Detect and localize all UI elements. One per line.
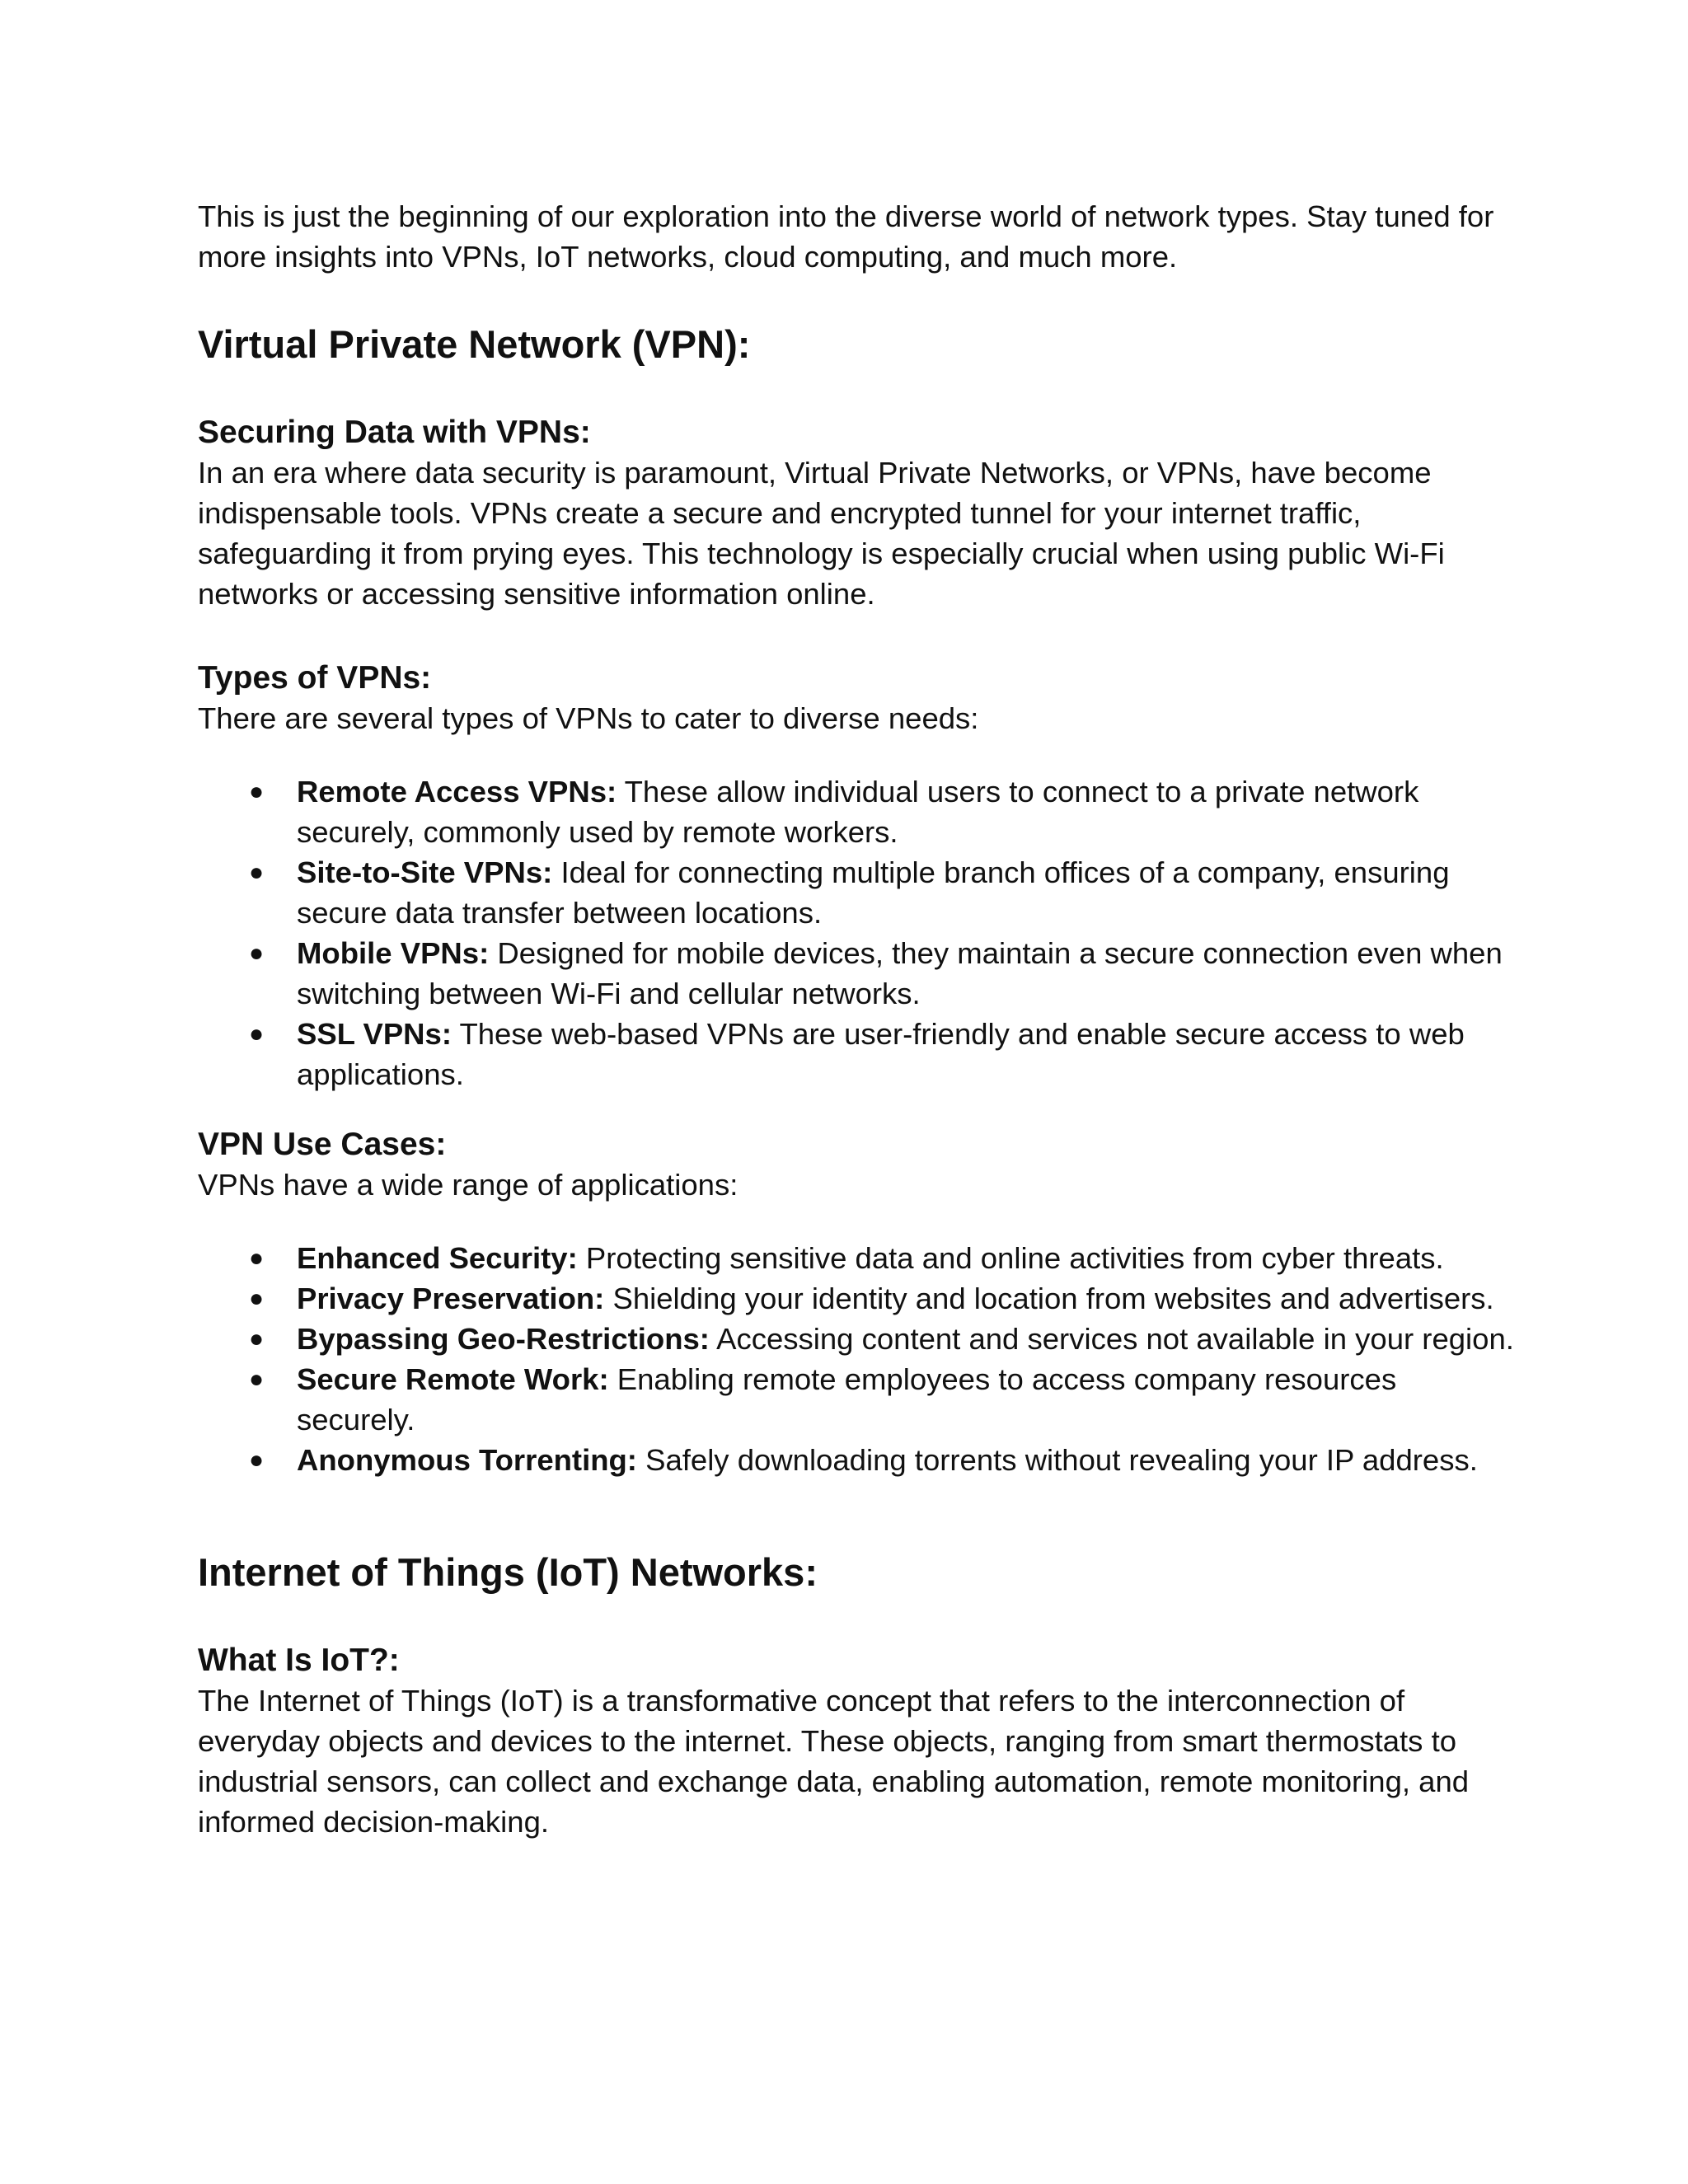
bullet-icon: ● [249,859,265,886]
list-item-term: Secure Remote Work: [297,1362,609,1396]
list-item-text: Accessing content and services not available in your region. [709,1322,1514,1356]
iot-section-heading: Internet of Things (IoT) Networks: [198,1550,818,1594]
bullet-icon: ● [249,1446,265,1474]
vpn-types-list [198,771,1517,1094]
list-item [198,1319,1517,1359]
list-item [198,1238,1517,1278]
list-item [198,771,1517,852]
bullet-icon: ● [249,1244,265,1272]
list-item-term: Remote Access VPNs: [297,775,617,808]
list-item [198,852,1517,933]
list-item-text: These web-based VPNs are user-friendly and enable secure access to web applications. [297,1017,1465,1091]
list-item [198,1440,1517,1480]
what-is-iot-paragraph: The Internet of Things (IoT) is a transformative concept that refers to the interconnection of everyday objects and devices to the internet. These objects, ranging from smart thermostats to industrial sensors, can collect and exchange data, enabling automation, remote monitoring, and informed decision-making. [198,1684,1470,1839]
bullet-icon: ● [249,1285,265,1312]
types-of-vpns-intro: There are several types of VPNs to cater to diverse needs: [198,701,979,735]
list-item-text: Safely downloading torrents without revealing your IP address. [636,1443,1478,1477]
list-item-text: Designed for mobile devices, they maintain a secure connection even when switching between Wi-Fi and cellular networks. [297,936,1503,1010]
bullet-icon: ● [249,1020,265,1047]
what-is-iot-heading: What Is IoT?: [198,1643,400,1678]
list-item-text: Enabling remote employees to access company resources securely. [297,1362,1397,1436]
bullet-icon: ● [249,940,265,967]
vpn-section-heading: Virtual Private Network (VPN): [198,322,751,366]
intro-paragraph: This is just the beginning of our exploration into the diverse world of network types. Stay tuned for more insights into VPNs, IoT networks, cloud computing, and much more. [198,199,1494,274]
securing-data-paragraph: In an era where data security is paramount, Virtual Private Networks, or VPNs, have become indispensable tools. VPNs create a secure and encrypted tunnel for your internet traffic, safeguarding it from prying eyes. This technology is especially crucial when using public Wi-Fi networks or accessing sensitive information online. [198,456,1445,611]
list-item-text: Ideal for connecting multiple branch offices of a company, ensuring secure data transfer between locations. [297,855,1450,930]
bullet-icon: ● [249,778,265,805]
document-page [198,196,1517,1842]
list-item-term: Enhanced Security: [297,1241,578,1275]
vpn-use-cases-list [198,1238,1517,1480]
list-item-term: Site-to-Site VPNs: [297,855,553,889]
bullet-icon: ● [249,1325,265,1352]
list-item-term: Mobile VPNs: [297,936,490,970]
list-item-term: SSL VPNs: [297,1017,452,1051]
list-item [198,1014,1517,1094]
list-item [198,1278,1517,1319]
list-item-term: Privacy Preservation: [297,1282,605,1315]
list-item-text: Shielding your identity and location from websites and advertisers. [604,1282,1494,1315]
list-item-term: Anonymous Torrenting: [297,1443,637,1477]
list-item-text: Protecting sensitive data and online activities from cyber threats. [577,1241,1444,1275]
list-item [198,933,1517,1014]
types-of-vpns-heading: Types of VPNs: [198,660,432,696]
list-item-term: Bypassing Geo-Restrictions: [297,1322,710,1356]
bullet-icon: ● [249,1366,265,1393]
vpn-use-cases-intro: VPNs have a wide range of applications: [198,1168,738,1202]
list-item [198,1359,1517,1440]
vpn-use-cases-heading: VPN Use Cases: [198,1127,447,1162]
securing-data-heading: Securing Data with VPNs: [198,415,591,450]
list-item-text: These allow individual users to connect to a private network securely, commonly used by remote workers. [297,775,1419,849]
